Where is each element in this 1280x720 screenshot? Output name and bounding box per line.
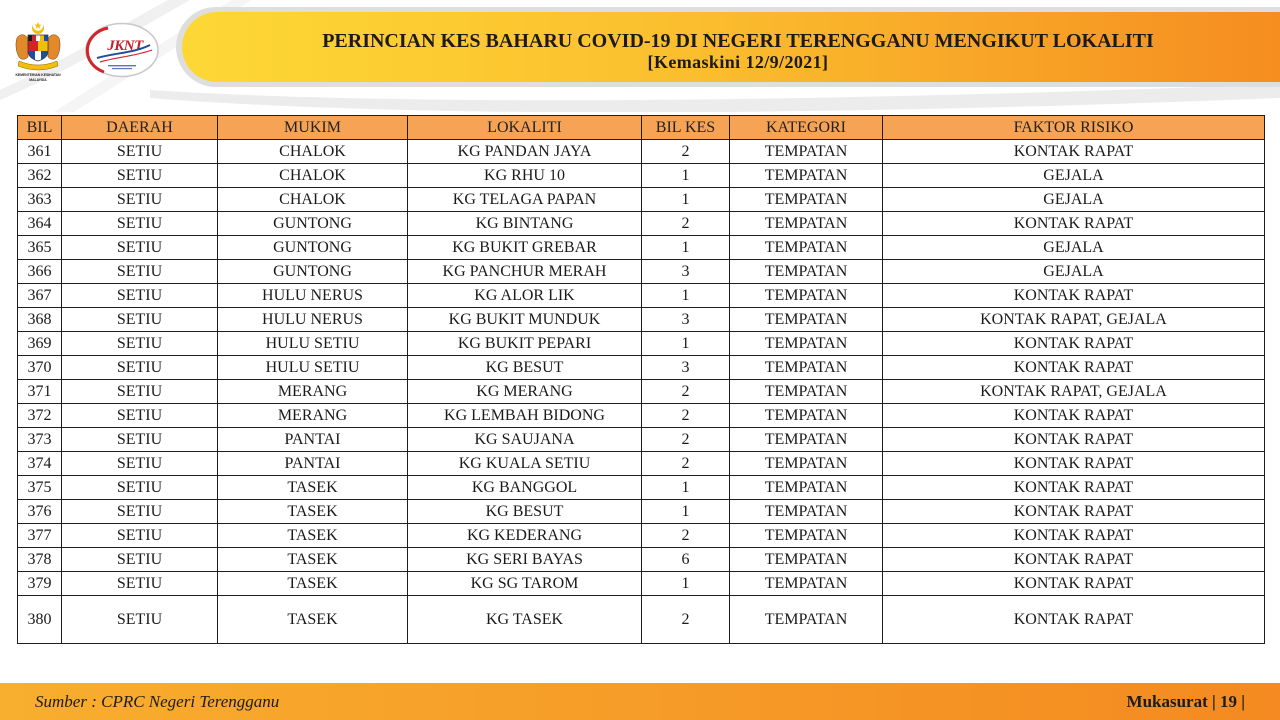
cell-bil: 367 — [18, 284, 62, 308]
cell-daerah: SETIU — [62, 164, 218, 188]
cell-daerah: SETIU — [62, 284, 218, 308]
cell-mukim: CHALOK — [218, 188, 408, 212]
table-row — [18, 164, 1265, 188]
cell-mukim: PANTAI — [218, 452, 408, 476]
cell-bil: 369 — [18, 332, 62, 356]
cell-bil: 378 — [18, 548, 62, 572]
cell-bil-kes: 1 — [642, 284, 730, 308]
cell-lokaliti: KG BINTANG — [408, 212, 642, 236]
ministry-caption-line1: KEMENTERIAN KESIHATAN — [15, 73, 61, 77]
cell-mukim: TASEK — [218, 548, 408, 572]
column-header-faktor-risiko: FAKTOR RISIKO — [883, 116, 1265, 140]
cell-lokaliti: KG LEMBAH BIDONG — [408, 404, 642, 428]
cell-kategori: TEMPATAN — [730, 548, 883, 572]
cell-kategori: TEMPATAN — [730, 476, 883, 500]
cell-kategori: TEMPATAN — [730, 164, 883, 188]
table-body — [18, 140, 1265, 644]
banner-shadow-swoosh — [150, 84, 1280, 112]
cell-bil: 374 — [18, 452, 62, 476]
cell-bil-kes: 1 — [642, 500, 730, 524]
cell-bil-kes: 1 — [642, 572, 730, 596]
cell-kategori: TEMPATAN — [730, 284, 883, 308]
cell-bil-kes: 1 — [642, 188, 730, 212]
table-row — [18, 548, 1265, 572]
table-row — [18, 212, 1265, 236]
jknt-logo-text: JKNT — [107, 38, 143, 54]
cell-kategori: TEMPATAN — [730, 524, 883, 548]
cell-kategori: TEMPATAN — [730, 428, 883, 452]
cell-bil: 379 — [18, 572, 62, 596]
cell-faktor-risiko: KONTAK RAPAT — [883, 596, 1265, 644]
cell-bil: 363 — [18, 188, 62, 212]
cell-kategori: TEMPATAN — [730, 380, 883, 404]
cell-faktor-risiko: KONTAK RAPAT — [883, 572, 1265, 596]
cell-faktor-risiko: KONTAK RAPAT — [883, 332, 1265, 356]
cell-kategori: TEMPATAN — [730, 236, 883, 260]
cell-bil-kes: 2 — [642, 524, 730, 548]
cell-mukim: CHALOK — [218, 164, 408, 188]
cell-lokaliti: KG BUKIT GREBAR — [408, 236, 642, 260]
cell-kategori: TEMPATAN — [730, 308, 883, 332]
cell-bil-kes: 2 — [642, 404, 730, 428]
cell-faktor-risiko: KONTAK RAPAT — [883, 452, 1265, 476]
cell-daerah: SETIU — [62, 332, 218, 356]
footer-source: Sumber : CPRC Negeri Terengganu — [35, 692, 280, 711]
cell-mukim: HULU NERUS — [218, 308, 408, 332]
cell-bil: 371 — [18, 380, 62, 404]
cell-daerah: SETIU — [62, 380, 218, 404]
jknt-logo-icon — [84, 22, 160, 78]
table-row — [18, 452, 1265, 476]
ministry-caption-line2: MALAYSIA — [29, 78, 47, 82]
cell-bil-kes: 1 — [642, 236, 730, 260]
cell-bil-kes: 2 — [642, 380, 730, 404]
cell-lokaliti: KG SG TAROM — [408, 572, 642, 596]
cell-bil: 366 — [18, 260, 62, 284]
cell-kategori: TEMPATAN — [730, 188, 883, 212]
cell-bil-kes: 3 — [642, 308, 730, 332]
cell-daerah: SETIU — [62, 452, 218, 476]
cell-bil: 362 — [18, 164, 62, 188]
table-row — [18, 476, 1265, 500]
cell-bil: 375 — [18, 476, 62, 500]
cell-lokaliti: KG TELAGA PAPAN — [408, 188, 642, 212]
footer-bar — [0, 683, 1280, 720]
cell-kategori: TEMPATAN — [730, 356, 883, 380]
cell-mukim: TASEK — [218, 596, 408, 644]
cell-faktor-risiko: KONTAK RAPAT — [883, 212, 1265, 236]
cell-bil-kes: 2 — [642, 212, 730, 236]
shield — [28, 35, 48, 63]
cell-faktor-risiko: KONTAK RAPAT — [883, 428, 1265, 452]
cell-mukim: TASEK — [218, 572, 408, 596]
cell-bil-kes: 2 — [642, 140, 730, 164]
cell-bil: 365 — [18, 236, 62, 260]
cell-daerah: SETIU — [62, 188, 218, 212]
cell-mukim: CHALOK — [218, 140, 408, 164]
cell-daerah: SETIU — [62, 404, 218, 428]
cell-bil-kes: 2 — [642, 428, 730, 452]
cell-mukim: MERANG — [218, 380, 408, 404]
cell-daerah: SETIU — [62, 428, 218, 452]
cell-bil-kes: 6 — [642, 548, 730, 572]
cell-mukim: PANTAI — [218, 428, 408, 452]
cell-bil: 380 — [18, 596, 62, 644]
cell-faktor-risiko: GEJALA — [883, 164, 1265, 188]
cell-lokaliti: KG BANGGOL — [408, 476, 642, 500]
cell-mukim: TASEK — [218, 476, 408, 500]
table-row — [18, 524, 1265, 548]
cell-mukim: HULU SETIU — [218, 356, 408, 380]
cell-bil: 376 — [18, 500, 62, 524]
cell-lokaliti: KG PANCHUR MERAH — [408, 260, 642, 284]
cell-mukim: TASEK — [218, 524, 408, 548]
page-subtitle: [Kemaskini 12/9/2021] — [647, 52, 829, 72]
cell-lokaliti: KG BUKIT PEPARI — [408, 332, 642, 356]
cell-lokaliti: KG KUALA SETIU — [408, 452, 642, 476]
cell-daerah: SETIU — [62, 572, 218, 596]
cell-faktor-risiko: KONTAK RAPAT — [883, 524, 1265, 548]
cell-lokaliti: KG BESUT — [408, 500, 642, 524]
cell-lokaliti: KG ALOR LIK — [408, 284, 642, 308]
cell-bil: 377 — [18, 524, 62, 548]
cell-daerah: SETIU — [62, 260, 218, 284]
cell-bil-kes: 3 — [642, 356, 730, 380]
motto-ribbon — [18, 61, 58, 70]
cell-kategori: TEMPATAN — [730, 140, 883, 164]
cell-kategori: TEMPATAN — [730, 332, 883, 356]
cell-faktor-risiko: GEJALA — [883, 188, 1265, 212]
table-row — [18, 188, 1265, 212]
table-row — [18, 572, 1265, 596]
jknt-logo-fine-print — [112, 68, 132, 69]
jknt-logo-fine-print — [108, 65, 136, 66]
cell-bil: 368 — [18, 308, 62, 332]
cell-mukim: TASEK — [218, 500, 408, 524]
table-row — [18, 356, 1265, 380]
table-row — [18, 284, 1265, 308]
cell-kategori: TEMPATAN — [730, 260, 883, 284]
column-header-kategori: KATEGORI — [730, 116, 883, 140]
cases-table — [17, 115, 1265, 644]
cell-faktor-risiko: KONTAK RAPAT — [883, 500, 1265, 524]
cell-mukim: HULU SETIU — [218, 332, 408, 356]
cell-faktor-risiko: KONTAK RAPAT, GEJALA — [883, 308, 1265, 332]
table-row — [18, 308, 1265, 332]
cell-kategori: TEMPATAN — [730, 212, 883, 236]
table-header — [18, 116, 1265, 140]
cell-lokaliti: KG TASEK — [408, 596, 642, 644]
cell-daerah: SETIU — [62, 476, 218, 500]
cell-faktor-risiko: KONTAK RAPAT, GEJALA — [883, 380, 1265, 404]
column-header-bil: BIL — [18, 116, 62, 140]
cell-faktor-risiko: GEJALA — [883, 260, 1265, 284]
cell-lokaliti: KG SERI BAYAS — [408, 548, 642, 572]
table-row — [18, 596, 1265, 644]
cell-faktor-risiko: GEJALA — [883, 236, 1265, 260]
table-row — [18, 332, 1265, 356]
cell-daerah: SETIU — [62, 596, 218, 644]
table-row — [18, 404, 1265, 428]
cell-daerah: SETIU — [62, 524, 218, 548]
cell-faktor-risiko: KONTAK RAPAT — [883, 548, 1265, 572]
cell-lokaliti: KG SAUJANA — [408, 428, 642, 452]
cell-mukim: GUNTONG — [218, 236, 408, 260]
cell-bil-kes: 2 — [642, 596, 730, 644]
column-header-bil-kes: BIL KES — [642, 116, 730, 140]
cell-faktor-risiko: KONTAK RAPAT — [883, 356, 1265, 380]
malaysia-coat-of-arms-icon — [12, 20, 64, 72]
cell-daerah: SETIU — [62, 140, 218, 164]
column-header-mukim: MUKIM — [218, 116, 408, 140]
page-number: Mukasurat | 19 | — [1126, 692, 1245, 711]
cell-bil-kes: 3 — [642, 260, 730, 284]
table-row — [18, 140, 1265, 164]
cell-lokaliti: KG KEDERANG — [408, 524, 642, 548]
cell-bil-kes: 2 — [642, 452, 730, 476]
table-row — [18, 500, 1265, 524]
cell-bil-kes: 1 — [642, 332, 730, 356]
table-row — [18, 380, 1265, 404]
crescent-and-star — [32, 20, 44, 34]
table-row — [18, 236, 1265, 260]
tiger-right — [48, 35, 60, 60]
column-header-daerah: DAERAH — [62, 116, 218, 140]
cell-faktor-risiko: KONTAK RAPAT — [883, 284, 1265, 308]
cell-bil-kes: 1 — [642, 476, 730, 500]
cell-kategori: TEMPATAN — [730, 500, 883, 524]
cell-mukim: MERANG — [218, 404, 408, 428]
cell-kategori: TEMPATAN — [730, 404, 883, 428]
column-header-lokaliti: LOKALITI — [408, 116, 642, 140]
cell-kategori: TEMPATAN — [730, 452, 883, 476]
cell-lokaliti: KG RHU 10 — [408, 164, 642, 188]
cell-lokaliti: KG MERANG — [408, 380, 642, 404]
ministry-caption — [8, 73, 68, 83]
cell-bil: 372 — [18, 404, 62, 428]
cell-lokaliti: KG BESUT — [408, 356, 642, 380]
cell-lokaliti: KG BUKIT MUNDUK — [408, 308, 642, 332]
cell-kategori: TEMPATAN — [730, 572, 883, 596]
tiger-left — [16, 35, 28, 60]
cell-mukim: HULU NERUS — [218, 284, 408, 308]
cell-daerah: SETIU — [62, 548, 218, 572]
table-row — [18, 428, 1265, 452]
table-row — [18, 260, 1265, 284]
cell-daerah: SETIU — [62, 236, 218, 260]
cell-bil: 373 — [18, 428, 62, 452]
cell-bil-kes: 1 — [642, 164, 730, 188]
cell-lokaliti: KG PANDAN JAYA — [408, 140, 642, 164]
cell-bil: 364 — [18, 212, 62, 236]
cell-daerah: SETIU — [62, 212, 218, 236]
page-title: PERINCIAN KES BAHARU COVID-19 DI NEGERI TERENGGANU MENGIKUT LOKALITI — [322, 30, 1154, 52]
cell-daerah: SETIU — [62, 308, 218, 332]
cell-daerah: SETIU — [62, 356, 218, 380]
cell-bil: 370 — [18, 356, 62, 380]
cell-faktor-risiko: KONTAK RAPAT — [883, 140, 1265, 164]
cell-faktor-risiko: KONTAK RAPAT — [883, 476, 1265, 500]
cell-mukim: GUNTONG — [218, 212, 408, 236]
cell-daerah: SETIU — [62, 500, 218, 524]
table-header-row — [18, 116, 1265, 140]
cell-bil: 361 — [18, 140, 62, 164]
cell-faktor-risiko: KONTAK RAPAT — [883, 404, 1265, 428]
cell-mukim: GUNTONG — [218, 260, 408, 284]
cell-kategori: TEMPATAN — [730, 596, 883, 644]
